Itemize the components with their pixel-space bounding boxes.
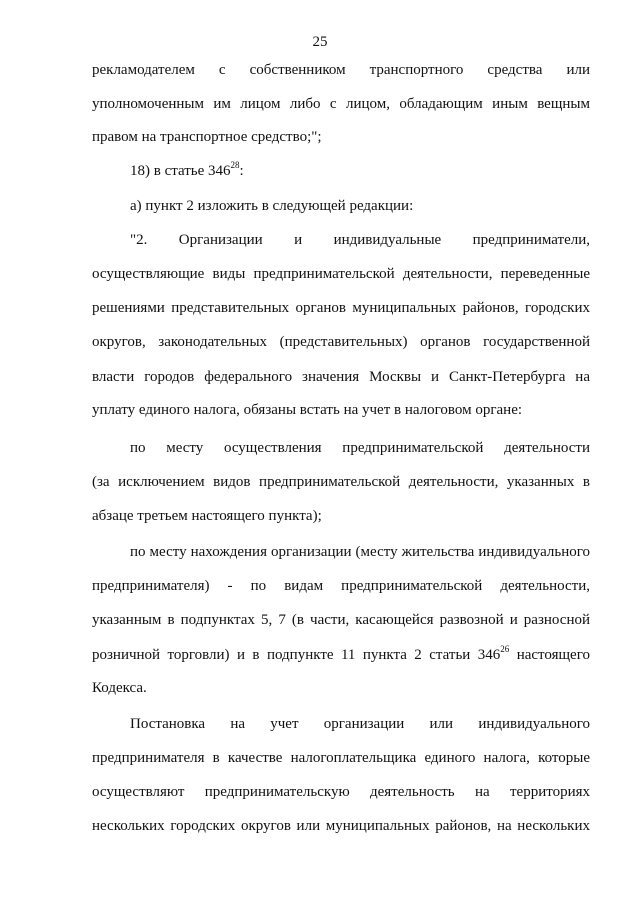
text-line: Постановка на учет организации или индивидуального: [130, 716, 590, 732]
text-line: решениями представительных органов муниципальных районов, городских: [92, 300, 590, 316]
text-run: настоящего: [509, 647, 590, 663]
text-line: "2. Организации и индивидуальные предприниматели,: [130, 232, 590, 248]
page-number: 25: [312, 34, 328, 50]
text-line: а) пункт 2 изложить в следующей редакции:: [130, 198, 414, 214]
text-line: Кодекса.: [92, 680, 147, 696]
text-line: по месту нахождения организации (месту жительства индивидуального: [130, 544, 590, 560]
text-line: [92, 645, 590, 665]
text-line: предпринимателя) - по видам предпринимательской деятельности,: [92, 578, 590, 594]
text-line: нескольких городских округов или муниципальных районов, на нескольких: [92, 818, 590, 834]
text-line: власти городов федерального значения Москвы и Санкт-Петербурга на: [92, 369, 590, 385]
text-line: по месту осуществления предпринимательской деятельности: [130, 440, 590, 456]
text-line: уплату единого налога, обязаны встать на учет в налоговом органе:: [92, 402, 523, 418]
text-line: осуществляют предпринимательскую деятельность на территориях: [92, 784, 590, 800]
text-line: предпринимателя в качестве налогоплательщика единого налога, которые: [92, 750, 590, 766]
text-run: :: [239, 163, 244, 179]
text-run: розничной торговли) и в подпункте 11 пункта 2 статьи 346: [92, 647, 501, 663]
text-line: правом на транспортное средство;";: [92, 129, 322, 145]
text-run: 18) в статье 346: [130, 163, 231, 179]
text-line: осуществляющие виды предпринимательской деятельности, переведенные: [92, 266, 590, 282]
text-line: (за исключением видов предпринимательской деятельности, указанных в: [92, 474, 590, 490]
superscript: 28: [230, 160, 240, 170]
text-line: рекламодателем с собственником транспортного средства или: [92, 62, 590, 78]
superscript: 26: [500, 644, 510, 654]
text-line: уполномоченным им лицом либо с лицом, обладающим иным вещным: [92, 96, 590, 112]
text-line: округов, законодательных (представительных) органов государственной: [92, 334, 590, 350]
text-line: указанным в подпунктах 5, 7 (в части, касающейся развозной и разносной: [92, 612, 590, 628]
text-line: абзаце третьем настоящего пункта);: [92, 508, 322, 524]
text-line: [130, 161, 590, 181]
